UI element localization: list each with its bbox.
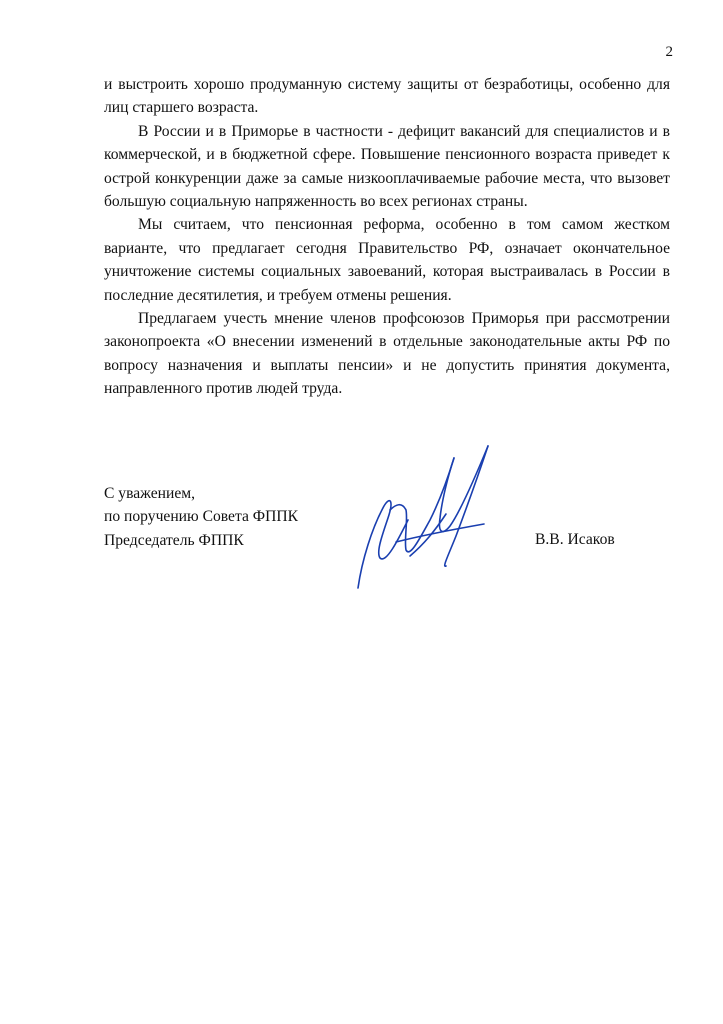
paragraph-pension-reform: Мы считаем, что пенсионная реформа, особенно в том самом жестком варианте, что предлагает сегодня Правительство РФ, означает окончательное уничтожение системы социальных завоеваний, которая выстраивалась в России в последние десятилетия, и требуем отмены решения.: [104, 216, 670, 304]
paragraph-proposal: Предлагаем учесть мнение членов профсоюзов Приморья при рассмотрении законопроекта «О внесении изменений в отдельные законодательные акты РФ по вопросу назначения и выплаты пенсии» и не допустить принятия документа, направленного против людей труда.: [104, 310, 670, 398]
paragraph-continuation: и выстроить хорошо продуманную систему защиты от безработицы, особенно для лиц старшего возраста.: [104, 76, 670, 117]
closing-block: [104, 482, 298, 552]
closing-position: Председатель ФППК: [104, 531, 244, 549]
closing-greeting: С уважением,: [104, 485, 196, 502]
page-number: 2: [665, 44, 673, 60]
paragraph-vacancy-deficit: В России и в Приморье в частности - дефицит вакансий для специалистов и в коммерческой, и в бюджетной сфере. Повышение пенсионного возраста приведет к острой конкуренции даже за самые низкооплачиваемые рабочие места, что вызовет большую социальную напряженность во всех регионах страны.: [104, 122, 670, 211]
signer-name: В.В. Исаков: [535, 531, 615, 548]
handwritten-signature: [350, 440, 510, 590]
closing-on-behalf: по поручению Совета ФППК: [104, 508, 299, 526]
letter-body: [104, 73, 670, 401]
